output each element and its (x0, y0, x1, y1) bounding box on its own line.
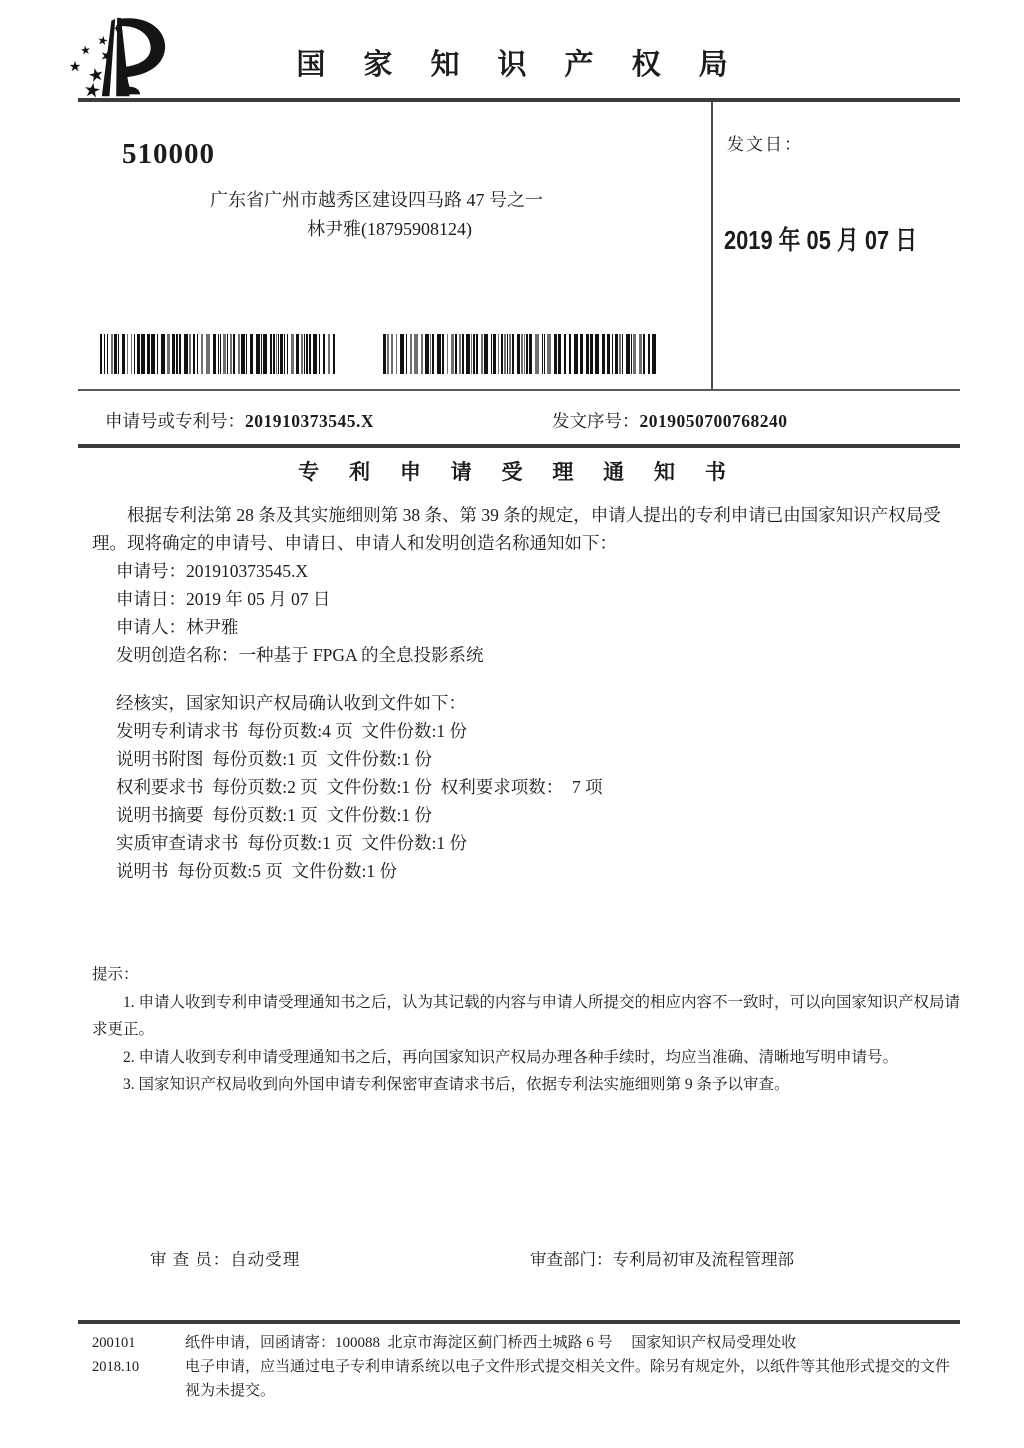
footer-rule (78, 1320, 960, 1324)
notice-intro-block (92, 501, 962, 669)
document-item: 权利要求书 每份页数:2 页 文件份数:1 份 权利要求项数： 7 项 (116, 777, 603, 797)
application-field: 发明创造名称：一种基于 FPGA 的全息投影系统 (116, 645, 484, 665)
mailing-address: 广东省广州市越秀区建设四马路 47 号之一 (210, 190, 543, 210)
form-date: 2018.10 (92, 1359, 140, 1375)
document-list (92, 717, 962, 885)
department-label: 审查部门： (530, 1250, 613, 1269)
application-field: 申请日：2019 年 05 月 07 日 (116, 589, 331, 609)
dispatch-box-divider (711, 102, 713, 390)
dispatch-date: 2019 年 05 月 07 日 (724, 225, 918, 255)
tip-item: 1. 申请人收到专利申请受理通知书之后，认为其记载的内容与申请人所提交的相应内容不一致时，可以向国家知识产权局请求更正。 (92, 993, 961, 1038)
barcode (100, 334, 340, 374)
dispatch-serial-cell (552, 408, 788, 433)
tip-item: 3. 国家知识产权局收到向外国申请专利保密审查请求书后，依据专利法实施细则第 9 条予以审查。 (123, 1076, 790, 1093)
tip-item: 2. 申请人收到专利申请受理通知书之后，再向国家知识产权局办理各种手续时，均应当准确、清晰地写明申请号。 (123, 1048, 899, 1066)
tips-block (92, 961, 962, 1099)
application-field-list (92, 557, 962, 669)
examiner-value: 自动受理 (230, 1250, 301, 1269)
footer-instructions (185, 1331, 961, 1403)
dispatch-date-label: 发文日： (727, 135, 803, 154)
postal-code: 510000 (122, 138, 215, 170)
form-code-column (92, 1331, 139, 1379)
tips-label: 提示： (92, 966, 139, 983)
agency-title: 国 家 知 识 产 权 局 (296, 49, 743, 81)
examiner-cell (150, 1246, 300, 1270)
electronic-filing-line: 电子申请，应当通过电子专利申请系统以电子文件形式提交相关文件。除另有规定外，以纸件等其他形式提交的文件视为未提交。 (185, 1359, 951, 1399)
document-item: 实质审查请求书 每份页数:1 页 文件份数:1 份 (116, 833, 467, 853)
document-item: 发明专利请求书 每份页数:4 页 文件份数:1 份 (116, 721, 467, 741)
document-item: 说明书摘要 每份页数:1 页 文件份数:1 份 (116, 805, 432, 825)
document-item: 说明书附图 每份页数:1 页 文件份数:1 份 (116, 749, 432, 769)
department-cell (530, 1246, 794, 1270)
paper-filing-line: 纸件申请，回函请寄：100088 北京市海淀区蓟门桥西土城路 6 号 国家知识产权局受理处收 (185, 1335, 797, 1351)
tips-list (92, 989, 962, 1099)
recipient-name: 林尹雅(18795908124) (307, 219, 472, 239)
barcode (383, 334, 659, 374)
confirmation-line: 经核实，国家知识产权局确认收到文件如下： (116, 693, 466, 713)
application-number-label: 申请号或专利号： (105, 411, 245, 431)
intro-paragraph: 根据专利法第 28 条及其实施细则第 38 条、第 39 条的规定，申请人提出的专利申请已由国家知识产权局受理。现将确定的申请号、申请日、申请人和发明创造名称通知如下： (92, 505, 941, 553)
application-number-value: 201910373545.X (245, 411, 375, 431)
title-rule (78, 444, 960, 448)
section-rule (78, 389, 960, 391)
examiner-label: 审 查 员： (150, 1250, 231, 1269)
dispatch-serial-label: 发文序号： (552, 411, 640, 431)
department-value: 专利局初审及流程管理部 (612, 1250, 794, 1269)
dispatch-serial-value: 2019050700768240 (639, 411, 788, 431)
application-field: 申请人：林尹雅 (116, 617, 239, 637)
application-field: 申请号：201910373545.X (116, 561, 309, 581)
received-documents-block (92, 689, 962, 885)
notice-title: 专 利 申 请 受 理 通 知 书 (298, 461, 738, 484)
document-item: 说明书 每份页数:5 页 文件份数:1 份 (116, 861, 397, 881)
form-code: 200101 (92, 1335, 136, 1351)
application-number-cell (105, 408, 374, 433)
header-rule (78, 98, 960, 102)
